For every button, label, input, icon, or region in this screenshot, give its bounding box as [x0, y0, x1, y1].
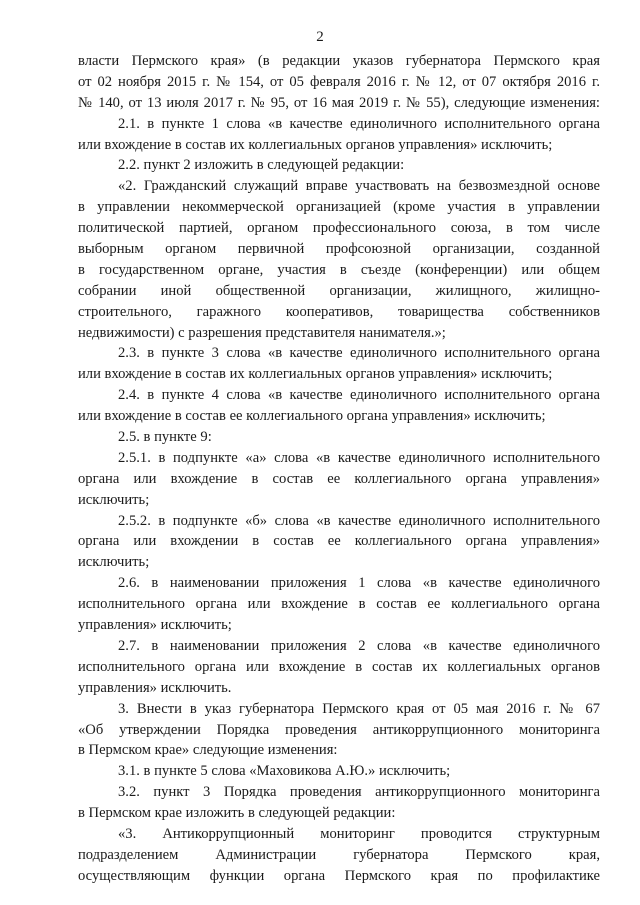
- text-line: осуществляющим функции органа Пермского края по профилактике: [78, 867, 600, 884]
- text-line: политической партией, органом профессионального союза, в том числе: [78, 220, 600, 237]
- text-line: в управлении некоммерческой организацией (кроме участия в управлении: [78, 199, 600, 216]
- text-line: 2.3. в пункте 3 слова «в качестве единоличного исполнительного органа: [118, 345, 600, 362]
- text-line: 2.6. в наименовании приложения 1 слова «в качестве единоличного: [118, 575, 600, 592]
- text-line: управления» исключить.: [78, 679, 232, 696]
- text-line: 2.4. в пункте 4 слова «в качестве единоличного исполнительного органа: [118, 387, 600, 404]
- text-line: собрании иной общественной организации, жилищного, жилищно-: [78, 282, 600, 299]
- page-number: 2: [316, 29, 324, 45]
- text-line: 2.5.2. в подпункте «б» слова «в качестве единоличного исполнительного: [118, 512, 600, 529]
- document-body: [78, 51, 600, 887]
- text-line: в Пермском крае» следующие изменения:: [78, 742, 338, 759]
- text-line: или вхождение в состав ее коллегиального органа управления» исключить;: [78, 408, 546, 425]
- text-line: № 140, от 13 июля 2017 г. № 95, от 16 мая 2019 г. № 55), следующие изменения:: [78, 94, 600, 111]
- text-line: в государственном органе, участия в съезде (конференции) или общем: [78, 261, 600, 278]
- text-line: 2.1. в пункте 1 слова «в качестве единоличного исполнительного органа: [118, 115, 600, 132]
- text-line: «2. Гражданский служащий вправе участвовать на безвозмездной основе: [118, 178, 600, 195]
- text-line: «3. Антикоррупционный мониторинг проводится структурным: [118, 825, 600, 842]
- text-line: строительного, гаражного кооперативов, товарищества собственников: [78, 303, 600, 320]
- text-line: в Пермском крае изложить в следующей редакции:: [78, 805, 396, 822]
- text-line: или вхождение в состав их коллегиальных органов управления» исключить;: [78, 366, 553, 383]
- text-line: «Об утверждении Порядка проведения антикоррупционного мониторинга: [78, 721, 600, 738]
- text-line: подразделением Администрации губернатора Пермского края,: [78, 846, 600, 863]
- text-line: 3.2. пункт 3 Порядка проведения антикоррупционного мониторинга: [118, 784, 600, 801]
- text-line: власти Пермского края» (в редакции указов губернатора Пермского края: [78, 53, 600, 69]
- text-line: или вхождение в состав их коллегиальных органов управления» исключить;: [78, 136, 553, 153]
- text-line: выборным органом первичной профсоюзной организации, созданной: [78, 241, 600, 258]
- text-line: органа или вхождении в состав ее коллегиального органа управления»: [78, 533, 600, 550]
- text-line: управления» исключить;: [78, 617, 232, 634]
- text-line: 3.1. в пункте 5 слова «Маховикова А.Ю.» исключить;: [118, 763, 451, 780]
- text-line: органа или вхождение в состав ее коллегиального органа управления»: [78, 470, 600, 487]
- text-line: от 02 ноября 2015 г. № 154, от 05 февраля 2016 г. № 12, от 07 октября 2016 г.: [78, 73, 600, 90]
- text-line: недвижимости) с разрешения представителя нанимателя.»;: [78, 324, 446, 341]
- text-line: исполнительного органа или вхождение в состав ее коллегиального органа: [78, 596, 600, 613]
- text-line: 2.7. в наименовании приложения 2 слова «в качестве единоличного: [118, 637, 600, 654]
- text-line: исполнительного органа или вхождение в состав их коллегиальных органов: [78, 658, 600, 675]
- text-line: 2.5.1. в подпункте «а» слова «в качестве единоличного исполнительного: [118, 449, 600, 466]
- text-line: 3. Внести в указ губернатора Пермского края от 05 мая 2016 г. № 67: [118, 700, 600, 717]
- text-line: исключить;: [78, 554, 150, 571]
- text-line: 2.5. в пункте 9:: [118, 429, 212, 446]
- text-line: 2.2. пункт 2 изложить в следующей редакции:: [118, 157, 405, 174]
- text-line: исключить;: [78, 491, 150, 508]
